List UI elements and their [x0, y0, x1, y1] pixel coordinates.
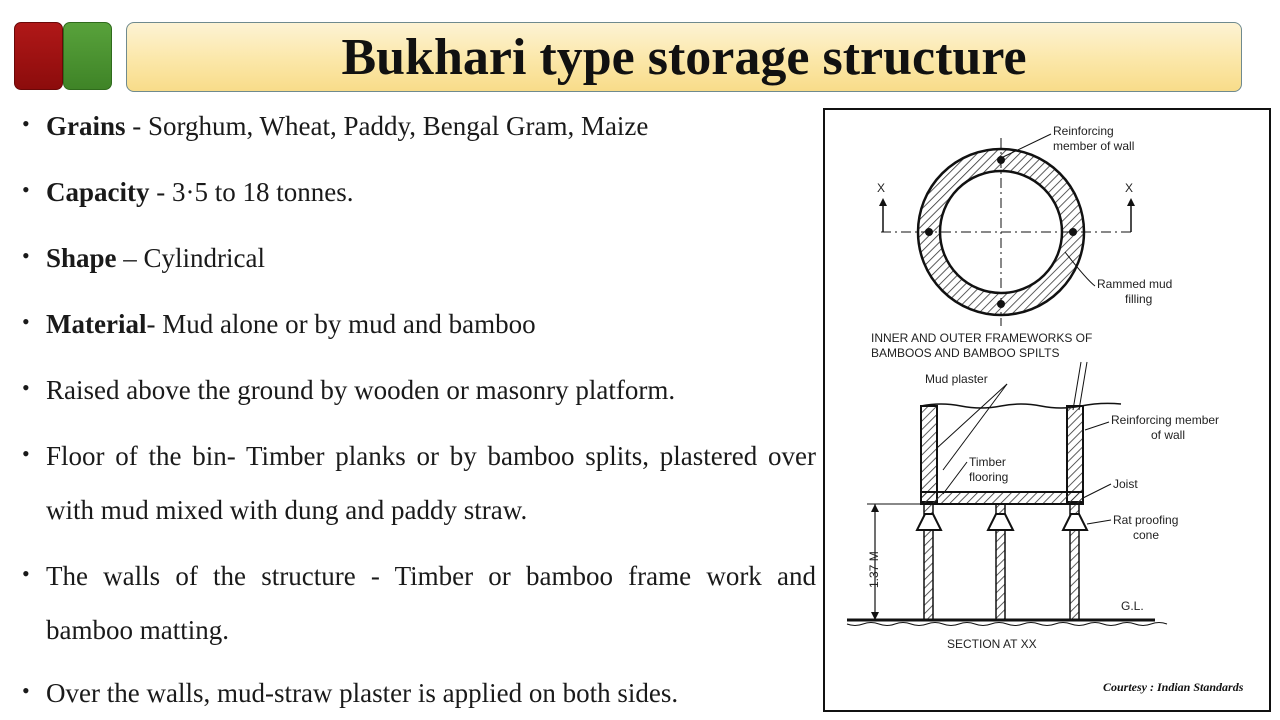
bullet-dot: • — [22, 111, 30, 136]
decor-square-red — [14, 22, 63, 90]
bullet-text: Capacity - 3·5 to 18 tonnes. — [46, 177, 354, 207]
label-timber-2: flooring — [969, 470, 1009, 484]
bullet-text: Raised above the ground by wooden or masonry platform. — [46, 375, 676, 405]
bullet-dot: • — [22, 243, 30, 268]
label-section: SECTION AT XX — [947, 637, 1037, 651]
label-reinforcing-member-2: of wall — [1151, 428, 1186, 442]
bullet-dot: • — [22, 309, 30, 334]
label-joist: Joist — [1113, 477, 1138, 491]
section-view — [847, 362, 1167, 626]
bullet-dot: • — [22, 561, 30, 586]
bullet-dot: • — [22, 375, 30, 400]
label-timber-1: Timber — [969, 455, 1006, 469]
bullet-text: Material- Mud alone or by mud and bamboo — [46, 309, 536, 339]
label-mud-plaster: Mud plaster — [925, 372, 988, 386]
bullet-text: Grains - Sorghum, Wheat, Paddy, Bengal Gram, Maize — [46, 111, 649, 141]
bukhari-diagram — [823, 108, 1271, 712]
label-x-right: X — [1125, 181, 1134, 195]
bullet-text: The walls of the structure - Timber or bamboo frame work and bamboo matting. — [46, 561, 816, 645]
label-gl: G.L. — [1121, 599, 1144, 613]
label-x-left: X — [877, 181, 886, 195]
diagram-svg — [825, 110, 1269, 710]
slide-title: Bukhari type storage structure — [341, 28, 1027, 86]
plan-view — [879, 134, 1135, 326]
label-rat-proofing-1: Rat proofing — [1113, 513, 1179, 527]
bullet-text: Floor of the bin- Timber planks or by bamboo splits, plastered over with mud mixed with dung and paddy straw. — [46, 441, 816, 525]
label-reinforcing-top-2: member of wall — [1053, 139, 1135, 153]
bullet-dot: • — [22, 678, 30, 703]
label-reinforcing-top-1: Reinforcing — [1053, 124, 1114, 138]
label-rammed-2: filling — [1125, 292, 1153, 306]
bullet-dot: • — [22, 177, 30, 202]
title-banner — [126, 22, 1242, 92]
label-courtesy: Courtesy : Indian Standards — [1103, 680, 1244, 694]
label-rammed-1: Rammed mud — [1097, 277, 1173, 291]
bullet-text: Shape – Cylindrical — [46, 243, 266, 273]
bullet-text: Over the walls, mud-straw plaster is applied on both sides. — [46, 678, 679, 708]
bullet-dot: • — [22, 441, 30, 466]
label-rat-proofing-2: cone — [1133, 528, 1160, 542]
label-inner-outer-1: INNER AND OUTER FRAMEWORKS OF — [871, 331, 1093, 345]
label-reinforcing-member-1: Reinforcing member — [1111, 413, 1220, 427]
decor-square-green — [63, 22, 112, 90]
label-height: 1.37 M — [867, 551, 881, 588]
label-inner-outer-2: BAMBOOS AND BAMBOO SPILTS — [871, 346, 1060, 360]
